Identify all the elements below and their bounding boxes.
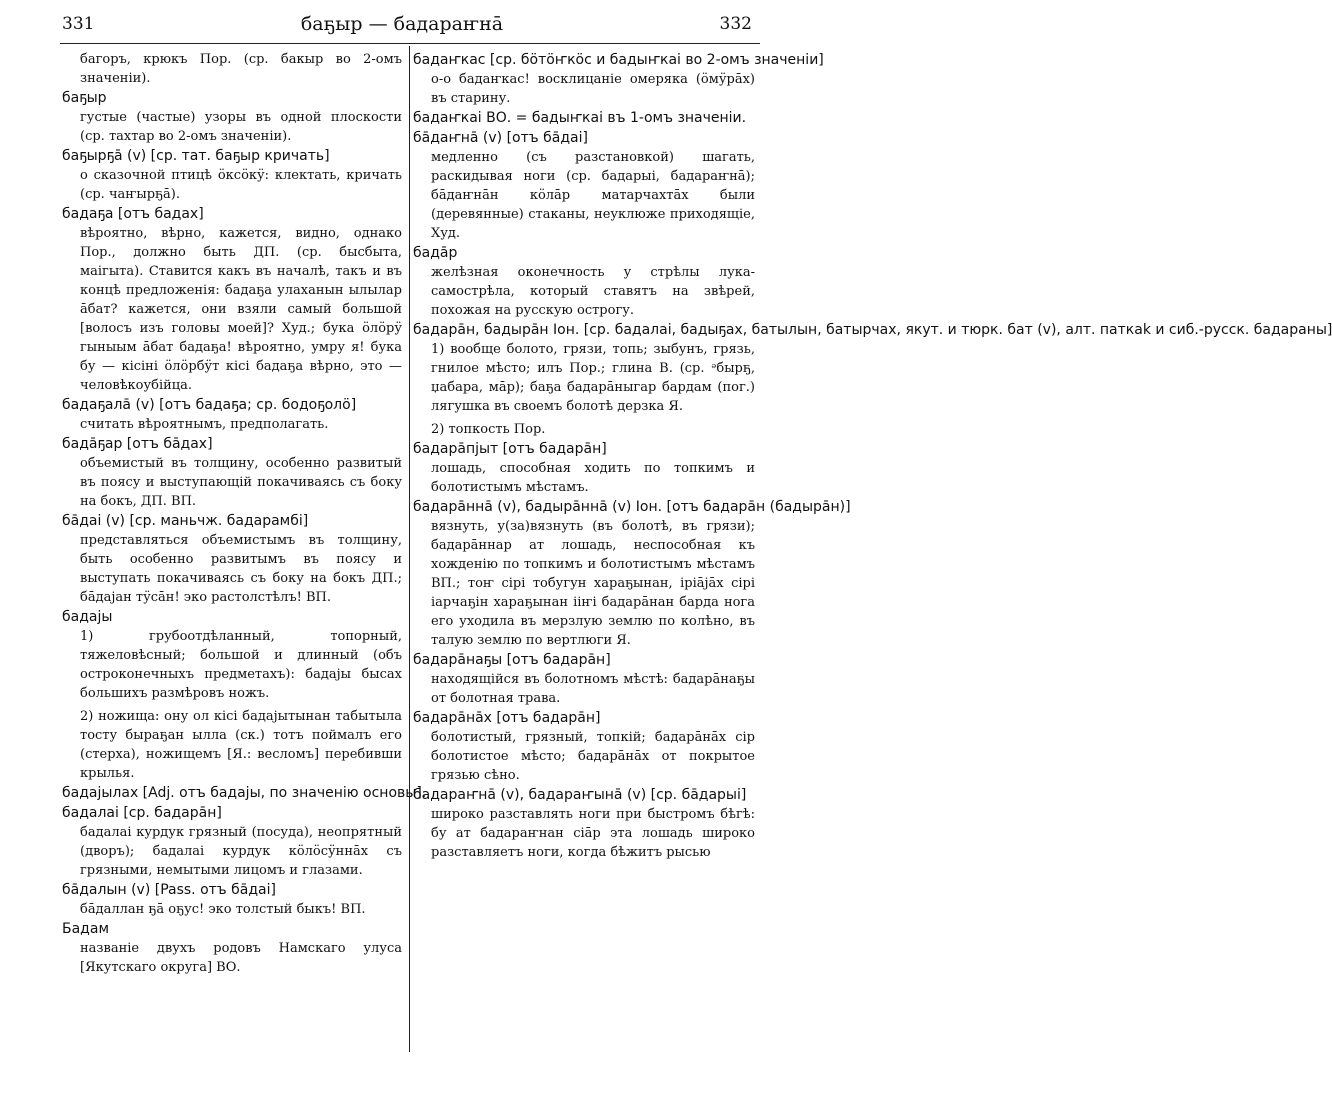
entry-headword: бадалаi [ср. бадара̄н] [62,805,222,821]
entry-definition: о-о бадаҥкас! восклицанiе омеряка (ӧмӱра̄х) въ старину. [431,72,755,106]
dictionary-entry [62,146,402,204]
dictionary-entry [413,50,824,108]
dictionary-entry [413,108,755,128]
entry-definition: о сказочной птицѣ ӧксӧкӱ: клектать, кричать (ср. чаҥырҕа̄). [80,168,402,202]
entry-headword: бадаjылах [Adj. отъ бадаjы, по значенiю основы]. [62,785,427,801]
dictionary-entry [62,919,402,977]
entry-headword: бадаjы [62,609,113,625]
entry-headword: бадара̄пjыт [отъ бадара̄н] [413,441,607,457]
entry-definition: представляться объемистымъ въ толщину, быть особенно развитымъ въ поясу и выступать покачиваясь съ боку на бокъ ДП.; ба̄даjан тӱса̄н! эко растолстѣлъ! ВП. [80,533,402,605]
column-divider [409,46,410,1052]
page-header [52,6,752,36]
entry-definition: находящiйся въ болотномъ мѣстѣ: бадара̄наҕы от болотная трава. [431,672,755,706]
dictionary-entry [62,607,402,783]
entry-headword: бадаҥкас [ср. бӧтӧҥкӧс и бадыҥкаi во 2-омъ значенiи] [413,52,824,68]
entry-definition: названiе двухъ родовъ Намскаго улуса [Якутскаго округа] ВО. [80,941,402,975]
entry-definition: 1) вообще болото, грязи, топь; зыбунъ, грязь, гнилое мѣсто; илъ Пор.; глина В. (ср. ᵊбырҕ, џабара, ма̄р); баҕа бадара̄ныгар бардам (пог.) лягушка въ своемъ болотѣ дерзка Я. [431,342,755,414]
dictionary-entry [62,204,402,395]
entry-definition: лошадь, способная ходить по топкимъ и болотистымъ мѣстамъ. [431,461,755,495]
dictionary-entry [413,497,851,650]
entry-headword: бадара̄нна̄ (v), бадыра̄нна̄ (v) Іон. [отъ бадара̄н (бадыра̄н)] [413,499,851,515]
dictionary-entry [62,88,402,146]
entry-definition: медленно (съ разстановкой) шагать, раскидывая ноги (ср. бадарыi, бадараҥна̄); ба̄даҥна̄н кӧла̄р матарчахта̄х были (деревянные) стаканы, неуклюже приходящiе, Худ. [431,150,755,241]
entry-headword: ба̄даҥна̄ (v) [отъ ба̄даi] [413,130,588,146]
running-title: баҕыр — бадараҥна̄ [300,13,504,35]
dictionary-entry [413,650,755,708]
entry-headword: бадара̄на̄х [отъ бадара̄н] [413,710,601,726]
entry-headword: бадаҕала̄ (v) [отъ бадаҕа; ср. бодоҕолӧ] [62,397,357,413]
entry-headword: ба̄далын (v) [Pass. отъ ба̄даi] [62,882,276,898]
entry-headword: бадаҥкаi ВО. = бадыҥкаi въ 1-омъ значенiи. [413,110,747,126]
entry-definition: багоръ, крюкъ Пор. (ср. бакыр во 2-омъ значенiи). [80,52,402,86]
entry-definition: вязнуть, у(за)вязнуть (въ болотѣ, въ грязи); бадара̄ннар ат лошадь, неспособная къ хожденiю по топкимъ и болотистымъ мѣстамъ ВП.; тоҥ сiрi тобугун хараҕынан, іріа̄jа̄х сiрi іарчаҕін хараҕынан ііҥі бадара̄нан барда нога его уходила въ мерзлую землю по колѣно, въ талую землю по вертлюги Я. [431,519,755,648]
dictionary-entry [62,434,402,511]
entry-headword: баҕыр [62,90,107,106]
entry-definition: широко разставлять ноги при быстромъ бѣгѣ: бу ат бадараҥнан сiа̄р эта лошадь широко разставляетъ ноги, когда бѣжитъ рысью [431,807,755,860]
entry-definition: желѣзная оконечность у стрѣлы лука-самострѣла, который ставятъ на звѣрей, похожая на русскую острогу. [431,265,755,318]
dictionary-entry [413,320,1332,439]
entry-definition: бадалаi курдук грязный (посуда), неопрятный (дворъ); бадалаi курдук кӧлӧсӱнна̄х съ грязными, немытыми лицомъ и глазами. [80,825,402,878]
dictionary-entry [62,880,402,919]
entry-headword: бадараҥна̄ (v), бадараҥына̄ (v) [ср. ба̄дарыi] [413,787,747,803]
dictionary-entry [62,395,402,434]
dictionary-entry [413,439,755,497]
left-column [62,50,427,977]
right-column [413,50,1332,862]
page-number-left: 331 [62,14,95,34]
header-rule [60,43,760,44]
entry-definition: 2) ножища: ону ол кісi бадаjытынан табытыла тосту быраҕан ылла (ск.) тотъ поймалъ его (стерха), ножищемъ [Я.: весломъ] перебивши крылья. [80,709,402,781]
dictionary-entry [62,511,402,607]
dictionary-entry [62,783,427,803]
dictionary-entry [413,243,755,320]
entry-definition: объемистый въ толщину, особенно развитый въ поясу и выступающiй покачиваясь съ боку на бокъ, ДП. ВП. [80,456,402,509]
entry-headword: бадара̄наҕы [отъ бадара̄н] [413,652,611,668]
entry-headword: баҕырҕа̄ (v) [ср. тат. баҕыр кричать] [62,148,330,164]
entry-headword: ба̄даi (v) [ср. маньчж. бадарамбi] [62,513,309,529]
entry-definition: густые (частые) узоры въ одной плоскости (ср. тахтар во 2-омъ значенiи). [80,110,402,144]
dictionary-entry [413,128,755,243]
entry-definition: считать вѣроятнымъ, предполагать. [80,417,329,432]
entry-headword: Бадам [62,921,110,937]
dictionary-entry [62,50,402,88]
page-number-right: 332 [719,14,752,34]
entry-definition: 1) грубоотдѣланный, топорный, тяжеловѣсный; большой и длинный (объ остроконечныхъ предметахъ): бадаjы бысах большихъ размѣровъ ножъ. [80,629,402,701]
entry-definition: вѣроятно, вѣрно, кажется, видно, однако Пор., должно быть ДП. (ср. быcбыта, маiгыта). Ставится какъ въ началѣ, такъ и въ концѣ предложенiя: бадаҕа улаханын ылылар а̄бат? кажется, они взяли самый большой [волосъ изъ головы моей]? Худ.; бука ӧлӧрӱ гыныым а̄бат бадаҕа! вѣроятно, умру я! бука бу — кісiнi ӧлӧрбӱт кісi бадаҕа вѣрно, это — человѣкоубiйца. [80,226,402,393]
entry-definition: ба̄даллан ҕа̄ оҕус! эко толстый быкъ! ВП. [80,902,366,917]
entry-definition: болотистый, грязный, топкiй; бадара̄на̄х сiр болотистое мѣсто; бадара̄на̄х от покрытое грязью сѣно. [431,730,755,783]
entry-headword: бадаҕа [отъ бадах] [62,206,204,222]
entry-definition: 2) топкость Пор. [431,422,546,437]
dictionary-entry [62,803,402,880]
dictionary-entry [413,785,755,862]
entry-headword: бада̄ҕар [отъ ба̄дах] [62,436,213,452]
entry-headword: бадара̄н, бадыра̄н Іон. [ср. бадалаi, бадыҕах, батылын, батырчах, якут. и тюрк. бат (v), алт. паткаk и сиб.-русск. бадараны] [413,322,1332,338]
entry-headword: бада̄р [413,245,458,261]
dictionary-entry [413,708,755,785]
